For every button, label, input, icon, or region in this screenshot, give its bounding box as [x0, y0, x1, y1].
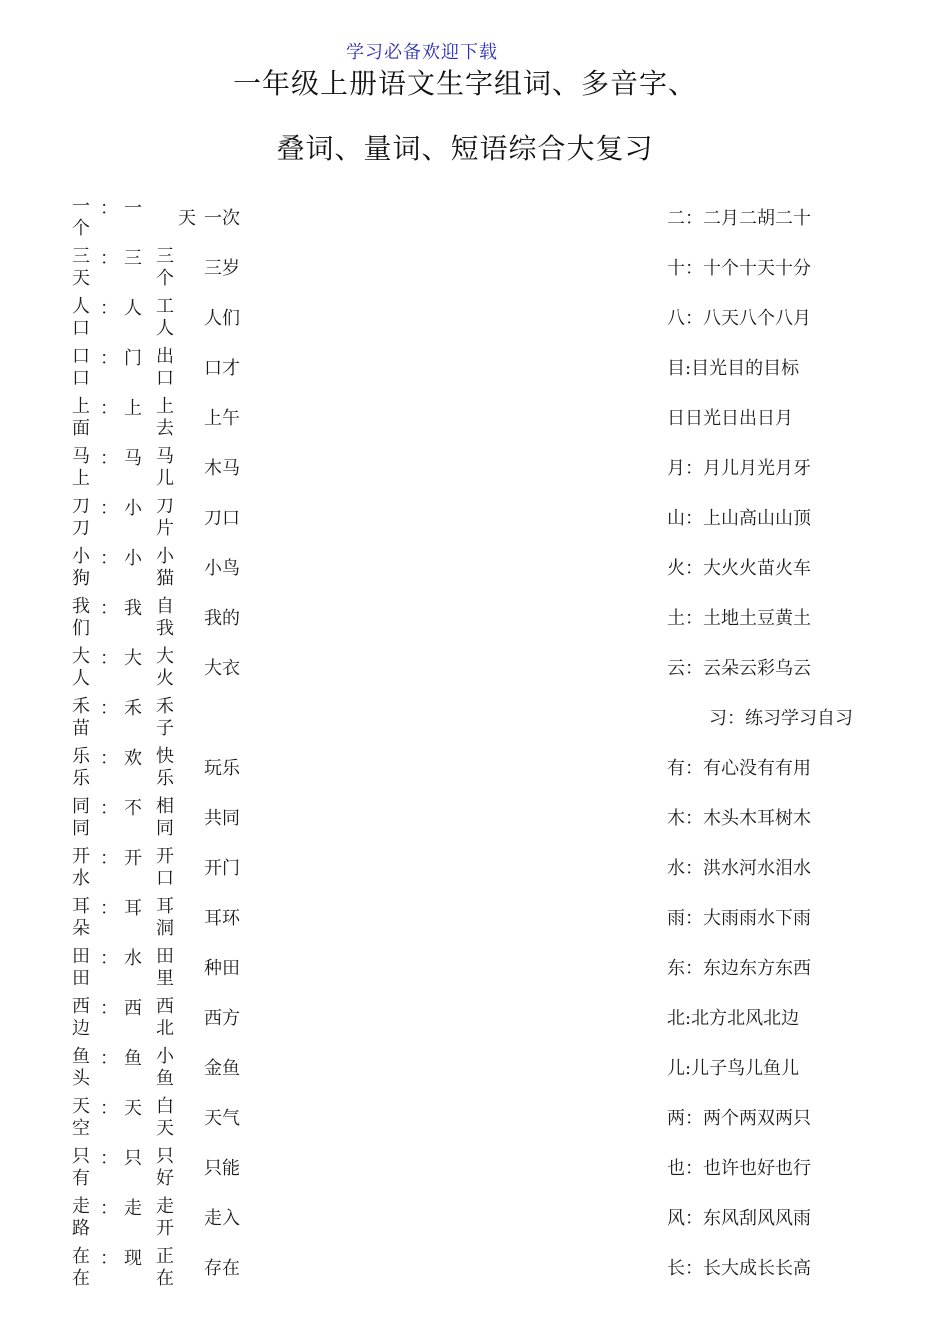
- right-entry: 北:北方北风北边: [667, 1008, 800, 1029]
- word-2-second: 去: [156, 418, 174, 439]
- word-2-second: 鱼: [156, 1068, 174, 1089]
- right-entry: 长：长大成长长高: [667, 1258, 811, 1279]
- colon: ：: [100, 648, 118, 669]
- char: 西: [72, 996, 90, 1017]
- char-cell: [71, 1246, 91, 1290]
- word-2-second: 口: [156, 368, 174, 389]
- word-2-second: 我: [156, 618, 174, 639]
- char: 人: [72, 296, 90, 317]
- char-word-suffix: 朵: [72, 918, 90, 939]
- char: 刀: [72, 496, 90, 517]
- char-word-suffix: 刀: [72, 518, 90, 539]
- char-cell: [71, 596, 91, 640]
- word-3: 木马: [204, 458, 240, 479]
- word-2-second: 在: [156, 1268, 174, 1289]
- right-entry: 东：东边东方东西: [667, 958, 811, 979]
- colon: ：: [100, 1248, 118, 1269]
- char-cell: [71, 796, 91, 840]
- char-word-suffix: 空: [72, 1118, 90, 1139]
- colon: ：: [100, 298, 118, 319]
- char: 走: [72, 1196, 90, 1217]
- char-cell: [71, 1096, 91, 1140]
- char: 马: [72, 446, 90, 467]
- word-2-first: 小: [156, 546, 174, 567]
- char-cell: [71, 996, 91, 1040]
- word-2-cell: [155, 946, 175, 990]
- char-word-suffix: 边: [72, 1018, 90, 1039]
- word-3: 西方: [204, 1008, 240, 1029]
- colon: ：: [100, 898, 118, 919]
- char: 小: [72, 546, 90, 567]
- word-2-first: 白: [156, 1096, 174, 1117]
- colon: ：: [100, 598, 118, 619]
- word-1: 天: [124, 1098, 142, 1119]
- colon: ：: [100, 498, 118, 519]
- vocab-row: [0, 1246, 950, 1296]
- char-word-suffix: 乐: [72, 768, 90, 789]
- char: 一: [72, 196, 90, 217]
- char: 三: [72, 246, 90, 267]
- word-2: 一次: [204, 208, 240, 229]
- word-2-cell: [155, 496, 175, 540]
- word-3: 走入: [204, 1208, 240, 1229]
- right-entry: 目:目光目的目标: [667, 358, 800, 379]
- char-cell: [71, 646, 91, 690]
- word-2-cell: [155, 1246, 175, 1290]
- word-2-second: 子: [156, 718, 174, 739]
- word-1: 只: [124, 1148, 142, 1169]
- word-3: 刀口: [204, 508, 240, 529]
- word-2-cell: [155, 1046, 175, 1090]
- word-2-first: 田: [156, 946, 174, 967]
- word-1: 我: [124, 598, 142, 619]
- colon: ：: [100, 1198, 118, 1219]
- vocab-row: [0, 196, 950, 246]
- char-word-suffix: 路: [72, 1218, 90, 1239]
- char: 鱼: [72, 1046, 90, 1067]
- word-2-second: 里: [156, 968, 174, 989]
- char-word-suffix: 人: [72, 668, 90, 689]
- word-3: 大衣: [204, 658, 240, 679]
- char-cell: [71, 296, 91, 340]
- word-3: 种田: [204, 958, 240, 979]
- word-2-cell: [155, 446, 175, 490]
- word-2-second: 口: [156, 868, 174, 889]
- vocab-row: [0, 596, 950, 646]
- vocab-row: [0, 446, 950, 496]
- char: 耳: [72, 896, 90, 917]
- char-word-suffix: 面: [72, 418, 90, 439]
- char: 开: [72, 846, 90, 867]
- colon: ：: [100, 798, 118, 819]
- char-cell: [71, 946, 91, 990]
- word-2-cell: [155, 246, 175, 290]
- colon: ：: [100, 1148, 118, 1169]
- right-entry: 木：木头木耳树木: [667, 808, 811, 829]
- char-word-suffix: 田: [72, 968, 90, 989]
- word-2-second: 洞: [156, 918, 174, 939]
- word-2-first: 大: [156, 646, 174, 667]
- char-cell: [71, 696, 91, 740]
- word-2-first: 小: [156, 1046, 174, 1067]
- word-2-second: 猫: [156, 568, 174, 589]
- word-3: 人们: [204, 308, 240, 329]
- page-title-line-2: 叠词、量词、短语综合大复习: [276, 132, 654, 165]
- word-2-second: 好: [156, 1168, 174, 1189]
- word-2-second: 天: [156, 1118, 174, 1139]
- right-entry: 十：十个十天十分: [667, 258, 811, 279]
- word-3: 上午: [204, 408, 240, 429]
- char: 在: [72, 1246, 90, 1267]
- word-2-cell: [155, 396, 175, 440]
- char-word-suffix: 水: [72, 868, 90, 889]
- word-2-first: 走: [156, 1196, 174, 1217]
- word-3: 耳环: [204, 908, 240, 929]
- vocab-row: [0, 1046, 950, 1096]
- word-2-second: 人: [156, 318, 174, 339]
- word-3: 开门: [204, 858, 240, 879]
- word-2-cell: [155, 846, 175, 890]
- char-word-suffix: 苗: [72, 718, 90, 739]
- word-2-cell: [155, 1196, 175, 1240]
- vocab-row: [0, 496, 950, 546]
- word-2-first: 三: [156, 246, 174, 267]
- word-1-prefix: 一: [124, 198, 142, 219]
- word-1: 现: [124, 1248, 142, 1269]
- vocab-list: [0, 196, 950, 1289]
- word-1: 小: [124, 548, 142, 569]
- word-1: 耳: [124, 898, 142, 919]
- vocab-row: [0, 346, 950, 396]
- word-1: 开: [124, 848, 142, 869]
- right-entry: 也：也许也好也行: [667, 1158, 811, 1179]
- word-3: 三岁: [204, 258, 240, 279]
- vocab-row: [0, 896, 950, 946]
- char-word-suffix: 头: [72, 1068, 90, 1089]
- char-cell: [71, 1046, 91, 1090]
- word-1: 大: [124, 648, 142, 669]
- word-2-cell: [155, 746, 175, 790]
- char-word-suffix: 口: [72, 368, 90, 389]
- word-2-cell: [155, 546, 175, 590]
- vocab-row: [0, 1196, 950, 1246]
- word-2-second: 个: [156, 268, 174, 289]
- char-word-suffix: 有: [72, 1168, 90, 1189]
- word-3: 口才: [204, 358, 240, 379]
- word-1: 三: [124, 248, 142, 269]
- word-3: 天气: [204, 1108, 240, 1129]
- char-cell: [71, 846, 91, 890]
- char: 口: [72, 346, 90, 367]
- vocab-row: [0, 746, 950, 796]
- colon: ：: [100, 1048, 118, 1069]
- word-2-second: 儿: [156, 468, 174, 489]
- page-title-line-1: 一年级上册语文生字组词、多音字、: [232, 67, 697, 100]
- word-3: 玩乐: [204, 758, 240, 779]
- right-entry: 月：月儿月光月牙: [667, 458, 811, 479]
- right-entry: 火：大火火苗火车: [667, 558, 811, 579]
- char-word-suffix: 同: [72, 818, 90, 839]
- right-entry: 两：两个两双两只: [667, 1108, 811, 1129]
- char-word-suffix: 个: [72, 218, 90, 239]
- right-entry: 二：二月二胡二十: [667, 208, 811, 229]
- right-entry: 日日光日出日月: [667, 408, 793, 429]
- char: 大: [72, 646, 90, 667]
- char-word-suffix: 天: [72, 268, 90, 289]
- word-2-cell: [155, 896, 175, 940]
- word-2-second: 乐: [156, 768, 174, 789]
- word-3: 小鸟: [204, 558, 240, 579]
- word-2-first: 禾: [156, 696, 174, 717]
- colon: ：: [100, 698, 118, 719]
- vocab-row: [0, 646, 950, 696]
- vocab-row: [0, 296, 950, 346]
- right-entry: 八：八天八个八月: [667, 308, 811, 329]
- vocab-row: [0, 546, 950, 596]
- word-2-first: 马: [156, 446, 174, 467]
- right-entry: 水：洪水河水泪水: [667, 858, 811, 879]
- char-word-suffix: 在: [72, 1268, 90, 1289]
- word-2-first: 西: [156, 996, 174, 1017]
- char-cell: [71, 446, 91, 490]
- char-cell: [71, 546, 91, 590]
- word-1: 门: [124, 348, 142, 369]
- colon: ：: [100, 748, 118, 769]
- char: 天: [72, 1096, 90, 1117]
- char: 乐: [72, 746, 90, 767]
- right-entry: 云：云朵云彩乌云: [667, 658, 811, 679]
- vocab-row: [0, 1096, 950, 1146]
- char: 只: [72, 1146, 90, 1167]
- char-cell: [71, 1146, 91, 1190]
- word-1-suffix: 天: [178, 208, 196, 229]
- right-entry: 土：土地土豆黄土: [667, 608, 811, 629]
- word-2-first: 刀: [156, 496, 174, 517]
- word-2-first: 工: [156, 296, 174, 317]
- char-cell: [71, 1196, 91, 1240]
- word-3: 共同: [204, 808, 240, 829]
- vocab-row: [0, 796, 950, 846]
- word-2-cell: [155, 1096, 175, 1140]
- char: 同: [72, 796, 90, 817]
- word-2-first: 相: [156, 796, 174, 817]
- word-1: 上: [124, 398, 142, 419]
- char: 禾: [72, 696, 90, 717]
- vocab-row: [0, 396, 950, 446]
- right-entry: 雨：大雨雨水下雨: [667, 908, 811, 929]
- word-2-second: 同: [156, 818, 174, 839]
- char-cell: [71, 396, 91, 440]
- word-2-cell: [155, 696, 175, 740]
- char-word-suffix: 狗: [72, 568, 90, 589]
- word-2-second: 开: [156, 1218, 174, 1239]
- word-1: 走: [124, 1198, 142, 1219]
- word-2-first: 出: [156, 346, 174, 367]
- colon: ：: [100, 848, 118, 869]
- colon: ：: [100, 398, 118, 419]
- right-entry: 习：练习学习自习: [709, 708, 853, 729]
- word-1: 小: [124, 498, 142, 519]
- word-2-second: 片: [156, 518, 174, 539]
- colon: ：: [100, 548, 118, 569]
- colon: ：: [100, 998, 118, 1019]
- vocab-row: [0, 696, 950, 746]
- vocab-row: [0, 996, 950, 1046]
- char-cell: [71, 746, 91, 790]
- word-3: 只能: [204, 1158, 240, 1179]
- word-3: 我的: [204, 608, 240, 629]
- vocab-row: [0, 946, 950, 996]
- word-1: 西: [124, 998, 142, 1019]
- colon: ：: [100, 248, 118, 269]
- colon: ：: [100, 198, 118, 219]
- word-2-cell: [155, 596, 175, 640]
- word-1: 禾: [124, 698, 142, 719]
- char-word-suffix: 上: [72, 468, 90, 489]
- word-2-first: 自: [156, 596, 174, 617]
- word-3: 金鱼: [204, 1058, 240, 1079]
- word-2-first: 快: [156, 746, 174, 767]
- char-cell: [71, 496, 91, 540]
- word-1: 不: [124, 798, 142, 819]
- char-cell: [71, 246, 91, 290]
- word-2-second: 北: [156, 1018, 174, 1039]
- word-1: 欢: [124, 748, 142, 769]
- char: 上: [72, 396, 90, 417]
- char-cell: [71, 346, 91, 390]
- vocab-row: [0, 246, 950, 296]
- word-2-first: 正: [156, 1246, 174, 1267]
- char-word-suffix: 们: [72, 618, 90, 639]
- char: 田: [72, 946, 90, 967]
- char-cell: [71, 896, 91, 940]
- header-note: 学习必备欢迎下载: [346, 42, 498, 63]
- colon: ：: [100, 948, 118, 969]
- word-2-second: 火: [156, 668, 174, 689]
- colon: ：: [100, 1098, 118, 1119]
- word-2-first: 只: [156, 1146, 174, 1167]
- word-1: 水: [124, 948, 142, 969]
- right-entry: 山：上山高山山顶: [667, 508, 811, 529]
- word-2-cell: [155, 646, 175, 690]
- word-3: 存在: [204, 1258, 240, 1279]
- word-2-cell: [155, 296, 175, 340]
- colon: ：: [100, 348, 118, 369]
- word-1: 人: [124, 298, 142, 319]
- char-word-suffix: 口: [72, 318, 90, 339]
- word-1: 马: [124, 448, 142, 469]
- colon: ：: [100, 448, 118, 469]
- word-2-cell: [155, 346, 175, 390]
- right-entry: 儿:儿子鸟儿鱼儿: [667, 1058, 800, 1079]
- char: 我: [72, 596, 90, 617]
- word-2-first: 上: [156, 396, 174, 417]
- right-entry: 有：有心没有有用: [667, 758, 811, 779]
- word-2-cell: [155, 1146, 175, 1190]
- word-2-cell: [155, 796, 175, 840]
- char-cell: [71, 196, 91, 240]
- word-1: 鱼: [124, 1048, 142, 1069]
- word-2-cell: [155, 996, 175, 1040]
- word-2-first: 开: [156, 846, 174, 867]
- word-2-first: 耳: [156, 896, 174, 917]
- vocab-row: [0, 846, 950, 896]
- vocab-row: [0, 1146, 950, 1196]
- right-entry: 风：东风刮风风雨: [667, 1208, 811, 1229]
